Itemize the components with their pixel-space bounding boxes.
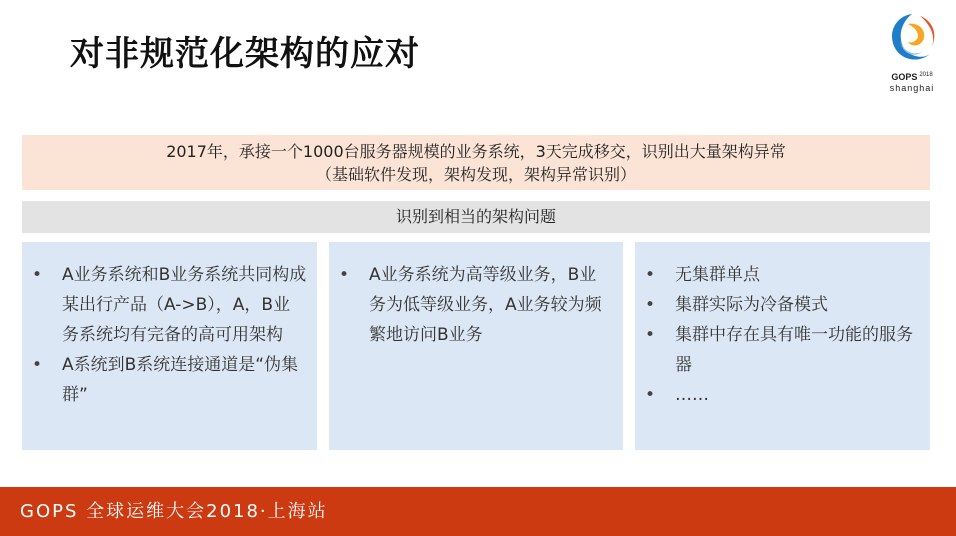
logo-brand: GOPS <box>891 72 918 82</box>
issue-card-3 <box>635 242 930 450</box>
bullet-icon: • <box>645 325 656 345</box>
bullet-icon: • <box>645 385 656 405</box>
list-item: • …… <box>645 380 920 410</box>
issue-card-1 <box>22 242 317 450</box>
list-item: • 无集群单点 <box>645 260 920 290</box>
gops-logo-icon <box>882 10 942 68</box>
bullet-icon: • <box>645 265 656 285</box>
issue-card-2 <box>329 242 623 450</box>
list-item: • 集群中存在具有唯一功能的服务器 <box>645 320 920 380</box>
banner-line-2: （基础软件发现，架构发现，架构异常识别） <box>315 165 636 184</box>
list-item: • 集群实际为冷备模式 <box>645 290 920 320</box>
list-item: • A系统到B系统连接通道是“伪集群” <box>32 350 307 410</box>
slide-title: 对非规范化架构的应对 <box>70 34 420 74</box>
banner-line-1: 2017年，承接一个1000台服务器规模的业务系统，3天完成移交，识别出大量架构异常 <box>166 142 786 161</box>
bullet-icon: • <box>339 265 350 285</box>
bullet-icon: • <box>32 355 43 375</box>
section-subheader: 识别到相当的架构问题 <box>22 201 930 233</box>
footer-text: GOPS 全球运维大会2018·上海站 <box>20 501 328 522</box>
bullet-icon: • <box>32 265 43 285</box>
footer-bar <box>0 487 956 536</box>
bullet-icon: • <box>645 295 656 315</box>
list-item: • A业务系统和B业务系统共同构成某出行产品（A->B），A，B业务系统均有完备的高可用架构 <box>32 260 307 350</box>
gops-logo <box>880 8 944 93</box>
context-banner <box>22 135 930 190</box>
logo-city: shanghai <box>889 83 935 93</box>
list-item: • A业务系统为高等级业务，B业务为低等级业务，A业务较为频繁地访问B业务 <box>339 260 613 350</box>
logo-year: 2018 <box>919 72 933 78</box>
